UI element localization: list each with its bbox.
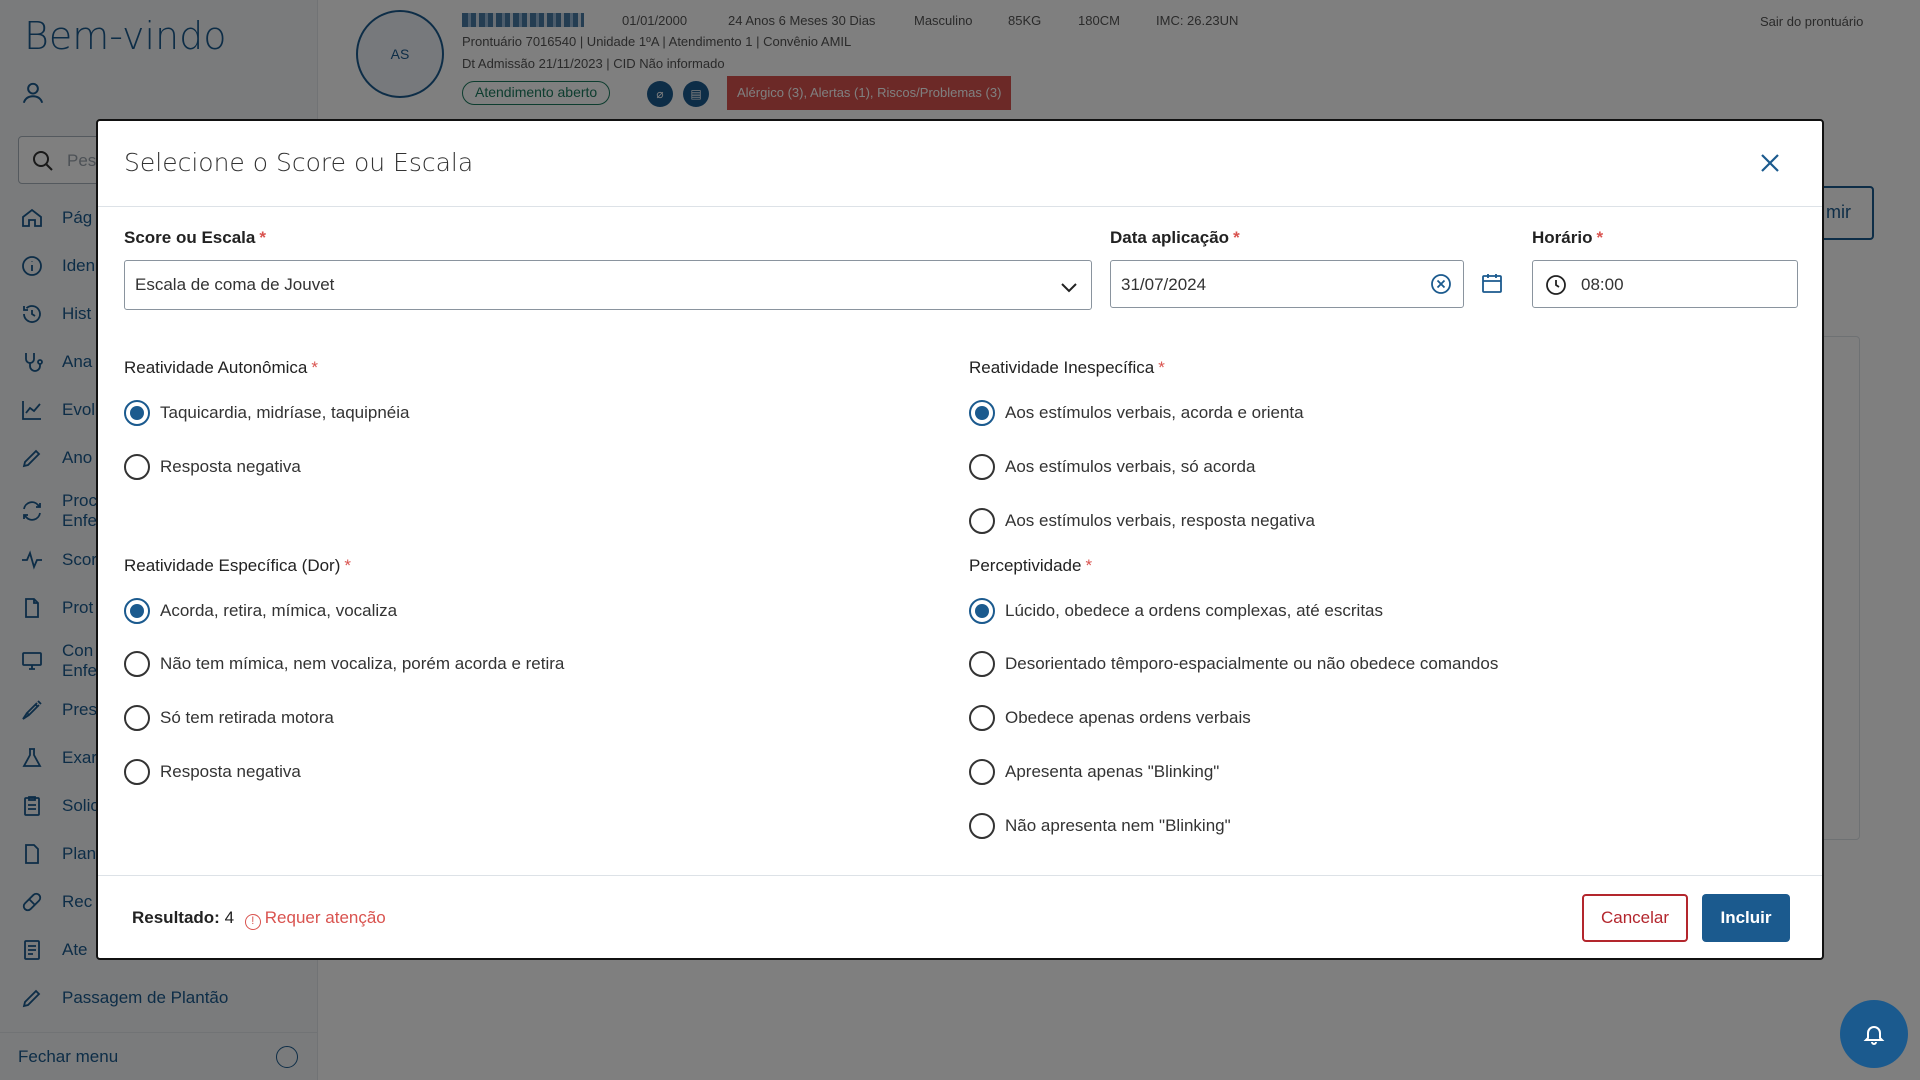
specific-pain-option[interactable]: Resposta negativa <box>124 759 301 785</box>
date-label: Data aplicação * <box>1110 228 1240 247</box>
autonomic-option[interactable]: Resposta negativa <box>124 454 301 480</box>
radio-checked[interactable] <box>969 598 995 624</box>
date-input[interactable] <box>1110 260 1464 308</box>
clear-icon[interactable] <box>1430 273 1452 295</box>
date-value: 31/07/2024 <box>1121 275 1207 294</box>
bell-icon <box>1862 1022 1886 1046</box>
perceptivity-option[interactable]: Obedece apenas ordens verbais <box>969 705 1251 731</box>
cancel-button[interactable]: Cancelar <box>1582 894 1688 942</box>
chevron-down-icon <box>1059 277 1079 297</box>
radio-unchecked[interactable] <box>969 508 995 534</box>
perceptivity-option[interactable]: Lúcido, obedece a ordens complexas, até escritas <box>969 598 1383 624</box>
score-modal <box>96 119 1824 960</box>
close-button[interactable] <box>1752 145 1788 181</box>
nonspecific-option[interactable]: Aos estímulos verbais, só acorda <box>969 454 1255 480</box>
radio-unchecked[interactable] <box>969 651 995 677</box>
radio-checked[interactable] <box>969 400 995 426</box>
modal-header <box>98 121 1822 207</box>
radio-unchecked[interactable] <box>124 759 150 785</box>
close-icon <box>1759 152 1781 174</box>
specific-pain-group-title: Reatividade Específica (Dor) * <box>124 556 351 575</box>
notifications-button[interactable] <box>1840 1000 1908 1068</box>
warning-icon: ! <box>245 914 261 930</box>
score-select-value: Escala de coma de Jouvet <box>135 275 335 294</box>
modal-title: Selecione o Score ou Escala <box>124 148 474 177</box>
autonomic-group-title: Reatividade Autonômica * <box>124 358 318 377</box>
perceptivity-option[interactable]: Desorientado têmporo-espacialmente ou não obedece comandos <box>969 651 1498 677</box>
time-input[interactable] <box>1532 260 1798 308</box>
score-select[interactable] <box>124 260 1092 310</box>
specific-pain-option[interactable]: Não tem mímica, nem vocaliza, porém acorda e retira <box>124 651 564 677</box>
radio-checked[interactable] <box>124 598 150 624</box>
nonspecific-option[interactable]: Aos estímulos verbais, acorda e orienta <box>969 400 1304 426</box>
radio-unchecked[interactable] <box>969 705 995 731</box>
specific-pain-option[interactable]: Só tem retirada motora <box>124 705 334 731</box>
perceptivity-option[interactable]: Apresenta apenas "Blinking" <box>969 759 1219 785</box>
clock-icon <box>1545 274 1567 296</box>
radio-unchecked[interactable] <box>124 651 150 677</box>
result-label: Resultado: <box>132 908 220 927</box>
radio-checked[interactable] <box>124 400 150 426</box>
result-value: 4 <box>224 908 235 927</box>
radio-unchecked[interactable] <box>124 705 150 731</box>
radio-unchecked[interactable] <box>124 454 150 480</box>
radio-unchecked[interactable] <box>969 813 995 839</box>
nonspecific-group-title: Reatividade Inespecífica * <box>969 358 1165 377</box>
result-attention: Requer atenção <box>264 908 386 927</box>
perceptivity-option[interactable]: Não apresenta nem "Blinking" <box>969 813 1231 839</box>
modal-footer <box>98 875 1822 960</box>
perceptivity-group-title: Perceptividade * <box>969 556 1093 575</box>
autonomic-option[interactable]: Taquicardia, midríase, taquipnéia <box>124 400 409 426</box>
radio-unchecked[interactable] <box>969 454 995 480</box>
radio-unchecked[interactable] <box>969 759 995 785</box>
calendar-icon[interactable] <box>1480 271 1504 295</box>
time-label: Horário * <box>1532 228 1604 247</box>
include-button[interactable]: Incluir <box>1702 894 1790 942</box>
nonspecific-option[interactable]: Aos estímulos verbais, resposta negativa <box>969 508 1315 534</box>
score-label: Score ou Escala * <box>124 228 266 247</box>
time-value: 08:00 <box>1581 275 1624 294</box>
result-summary <box>132 908 386 930</box>
specific-pain-option[interactable]: Acorda, retira, mímica, vocaliza <box>124 598 397 624</box>
